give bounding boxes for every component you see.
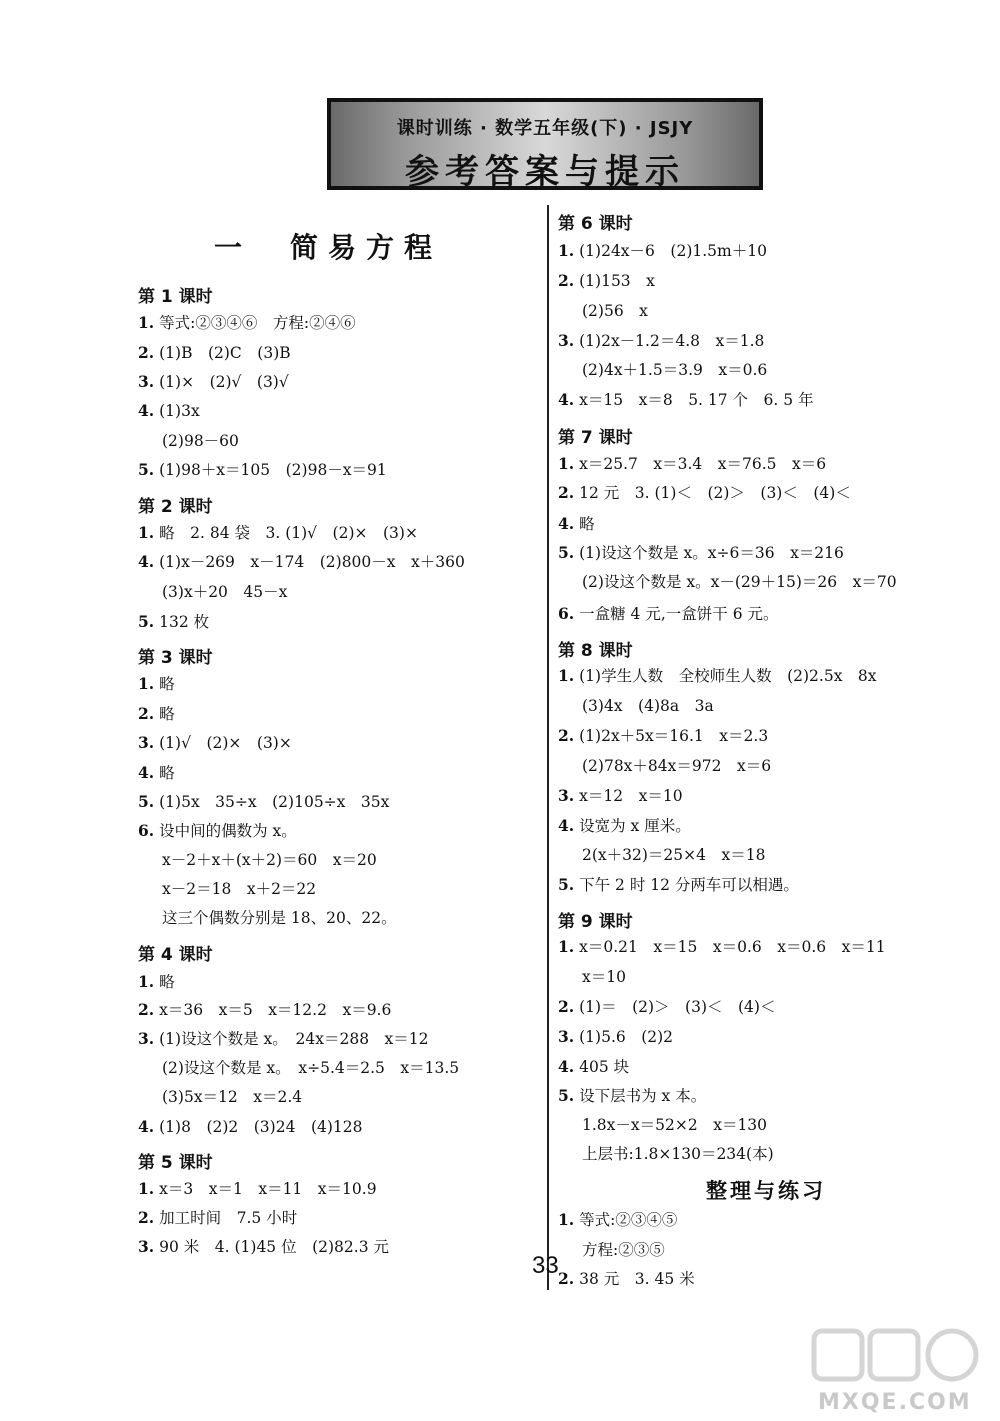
answer-text: (1)＝ (2)＞ (3)＜ (4)＜ <box>579 998 776 1016</box>
answer-text: x＝15 x＝8 5. 17 个 6. 5 年 <box>579 391 814 409</box>
answer-line <box>138 1208 297 1228</box>
answer-line <box>582 360 767 380</box>
answer-line <box>162 1058 459 1078</box>
answer-line <box>558 483 851 503</box>
answer-line <box>138 792 389 812</box>
watermark-text: MXQE.COM <box>818 1390 972 1415</box>
answer-line <box>138 523 418 543</box>
answer-text: 设下层书为 x 本。 <box>579 1087 707 1105</box>
chapter-title: 一 简易方程 <box>214 231 443 264</box>
item-number: 1. <box>558 454 575 473</box>
item-number: 4. <box>138 552 155 571</box>
item-number: 2. <box>558 1269 575 1288</box>
item-number: 4. <box>558 514 575 533</box>
answer-text: 等式:②③④⑥ 方程:②④⑥ <box>159 314 356 332</box>
lesson-heading: 第 7 课时 <box>558 428 633 448</box>
answer-text: 12 元 3. (1)＜ (2)＞ (3)＜ (4)＜ <box>579 484 851 502</box>
item-number: 3. <box>138 1029 155 1048</box>
item-number: 3. <box>558 786 575 805</box>
answer-text: (1)5x 35÷x (2)105÷x 35x <box>159 793 390 811</box>
answer-text: 略 <box>159 764 175 782</box>
answer-line <box>162 431 239 451</box>
item-number: 1. <box>138 972 155 991</box>
answer-line <box>558 937 886 957</box>
answer-line <box>138 733 292 753</box>
answer-line <box>162 908 397 928</box>
answer-text: (1)2x－1.2＝4.8 x＝1.8 <box>579 332 765 350</box>
answer-text: (1)√ (2)× (3)× <box>159 734 292 752</box>
answer-line <box>582 1240 665 1260</box>
item-number: 4. <box>558 1057 575 1076</box>
item-number: 6. <box>558 604 575 623</box>
answer-text: (1)98＋x＝105 (2)98－x＝91 <box>159 461 387 479</box>
answer-text: (2)98－60 <box>162 432 239 450</box>
item-number: 1. <box>138 1179 155 1198</box>
item-number: 2. <box>138 1000 155 1019</box>
answer-line <box>558 666 877 686</box>
answer-line <box>558 1210 677 1230</box>
answer-line <box>162 850 377 870</box>
item-number: 1. <box>138 523 155 542</box>
answer-text: (1)8 (2)2 (3)24 (4)128 <box>159 1118 363 1136</box>
answer-line <box>138 552 465 572</box>
answer-line <box>162 879 316 899</box>
answer-line <box>558 1057 629 1077</box>
item-number: 5. <box>138 612 155 631</box>
item-number: 1. <box>558 666 575 685</box>
answer-text: 一盒糖 4 元,一盒饼干 6 元。 <box>579 605 779 623</box>
page-number: 33 <box>532 1252 559 1279</box>
answer-line <box>138 1237 389 1257</box>
item-number: 1. <box>558 241 575 260</box>
answer-text: 设宽为 x 厘米。 <box>579 817 691 835</box>
answer-text: (1)B (2)C (3)B <box>159 344 291 362</box>
answer-line <box>138 1179 377 1199</box>
answer-text: 等式:②③④⑤ <box>579 1211 678 1229</box>
section-title: 整理与练习 <box>706 1179 826 1203</box>
item-number: 2. <box>558 271 575 290</box>
item-number: 5. <box>138 792 155 811</box>
item-number: 1. <box>558 1210 575 1229</box>
column-divider <box>547 205 549 1290</box>
answer-line <box>138 763 175 783</box>
answer-text: (3)5x＝12 x＝2.4 <box>162 1088 303 1106</box>
item-number: 2. <box>558 726 575 745</box>
item-number: 5. <box>558 543 575 562</box>
answer-text: (2)78x＋84x＝972 x＝6 <box>582 757 772 775</box>
item-number: 2. <box>138 343 155 362</box>
item-number: 3. <box>138 733 155 752</box>
answer-text: x－2＋x＋(x＋2)＝60 x＝20 <box>162 851 377 869</box>
answer-text: x＝3 x＝1 x＝11 x＝10.9 <box>159 1180 377 1198</box>
answer-text: x－2＝18 x＋2＝22 <box>162 880 317 898</box>
answer-text: x＝36 x＝5 x＝12.2 x＝9.6 <box>159 1001 392 1019</box>
answer-line <box>138 704 175 724</box>
answer-text: (1)5.6 (2)2 <box>579 1028 674 1046</box>
lesson-heading: 第 9 课时 <box>558 912 633 932</box>
item-number: 1. <box>138 313 155 332</box>
item-number: 5. <box>558 875 575 894</box>
item-number: 4. <box>138 763 155 782</box>
answer-line <box>162 1087 302 1107</box>
answer-line <box>558 604 778 624</box>
answer-text: 2(x＋32)＝25×4 x＝18 <box>582 846 766 864</box>
item-number: 2. <box>558 483 575 502</box>
answer-line <box>138 460 387 480</box>
answer-line <box>138 612 209 632</box>
answer-line <box>138 1000 391 1020</box>
lesson-heading: 第 6 课时 <box>558 214 633 234</box>
item-number: 4. <box>558 816 575 835</box>
answer-line <box>582 572 897 592</box>
answer-text: (1)学生人数 全校师生人数 (2)2.5x 8x <box>579 667 877 685</box>
lesson-heading: 第 3 课时 <box>138 648 213 668</box>
answer-text: 略 <box>579 515 595 533</box>
answer-text: 1.8x－x＝52×2 x＝130 <box>582 1116 768 1134</box>
answer-text: 405 块 <box>579 1058 630 1076</box>
answer-line <box>138 674 175 694</box>
item-number: 6. <box>138 821 155 840</box>
lesson-heading: 第 5 课时 <box>138 1153 213 1173</box>
banner-title: 参考答案与提示 <box>405 152 685 192</box>
answer-text: 略 <box>159 705 175 723</box>
answer-text: 方程:②③⑤ <box>582 1241 665 1259</box>
answer-line <box>558 271 655 291</box>
answer-text: x＝12 x＝10 <box>579 787 683 805</box>
banner-subtitle: 课时训练 · 数学五年级(下) · JSJY <box>396 118 694 139</box>
answer-line <box>138 313 356 333</box>
answer-text: (1)3x <box>159 402 200 420</box>
answer-text: (2)设这个数是 x。 x÷5.4＝2.5 x＝13.5 <box>162 1059 460 1077</box>
answer-line <box>582 756 771 776</box>
item-number: 5. <box>138 460 155 479</box>
item-number: 2. <box>138 1208 155 1227</box>
answer-text: (1)153 x <box>579 272 655 290</box>
answer-text: 132 枚 <box>159 613 210 631</box>
answer-line <box>582 1115 767 1135</box>
answer-text: (2)4x＋1.5＝3.9 x＝0.6 <box>582 361 768 379</box>
item-number: 4. <box>138 401 155 420</box>
item-number: 5. <box>558 1086 575 1105</box>
answer-text: x＝25.7 x＝3.4 x＝76.5 x＝6 <box>579 455 827 473</box>
answer-line <box>558 1269 695 1289</box>
answer-line <box>558 875 799 895</box>
answer-text: 略 <box>159 675 175 693</box>
answer-text: (2)56 x <box>582 302 648 320</box>
lesson-heading: 第 1 课时 <box>138 287 213 307</box>
answer-line <box>138 401 200 421</box>
item-number: 4. <box>138 1117 155 1136</box>
answer-line <box>558 997 775 1017</box>
answer-line <box>558 726 768 746</box>
answer-line <box>582 301 648 321</box>
answer-line <box>162 582 287 602</box>
answer-line <box>558 454 826 474</box>
answer-text: (3)x＋20 45－x <box>162 583 288 601</box>
lesson-heading: 第 4 课时 <box>138 945 213 965</box>
answer-line <box>558 1027 673 1047</box>
answer-text: (1)设这个数是 x。 24x＝288 x＝12 <box>159 1030 429 1048</box>
item-number: 1. <box>558 937 575 956</box>
answer-line <box>558 241 767 261</box>
item-number: 3. <box>558 331 575 350</box>
answer-line <box>138 343 291 363</box>
answer-line <box>558 390 814 410</box>
answer-line <box>138 1117 362 1137</box>
answer-line <box>582 1144 774 1164</box>
answer-text: (1)设这个数是 x。x÷6＝36 x＝216 <box>579 544 844 562</box>
answer-text: (1)x－269 x－174 (2)800－x x＋360 <box>159 553 465 571</box>
answer-text: (3)4x (4)8a 3a <box>582 697 714 715</box>
answer-text: 上层书:1.8×130＝234(本) <box>582 1145 774 1163</box>
answer-text: 加工时间 7.5 小时 <box>159 1209 298 1227</box>
answer-text: 下午 2 时 12 分两车可以相遇。 <box>579 876 799 894</box>
answer-text: (1)× (2)√ (3)√ <box>159 373 289 391</box>
answer-text: x＝10 <box>582 968 626 986</box>
answer-line <box>558 816 691 836</box>
title-banner <box>327 98 763 190</box>
answer-line <box>558 543 844 563</box>
answer-line <box>582 845 765 865</box>
lesson-heading: 第 8 课时 <box>558 641 633 661</box>
answer-line <box>138 1029 429 1049</box>
item-number: 3. <box>138 1237 155 1256</box>
answer-text: (1)24x－6 (2)1.5m＋10 <box>579 242 767 260</box>
answer-line <box>558 786 683 806</box>
answer-text: 略 2. 84 袋 3. (1)√ (2)× (3)× <box>159 524 418 542</box>
answer-line <box>558 514 595 534</box>
answer-text: 设中间的偶数为 x。 <box>159 822 297 840</box>
answer-line <box>138 972 175 992</box>
answer-line <box>558 1086 706 1106</box>
answer-line <box>138 372 289 392</box>
item-number: 2. <box>138 704 155 723</box>
answer-text: 90 米 4. (1)45 位 (2)82.3 元 <box>159 1238 389 1256</box>
answer-line <box>582 696 714 716</box>
answer-text: x＝0.21 x＝15 x＝0.6 x＝0.6 x＝11 <box>579 938 886 956</box>
item-number: 3. <box>138 372 155 391</box>
answer-text: 这三个偶数分别是 18、20、22。 <box>162 909 397 927</box>
answer-line <box>582 967 626 987</box>
answer-line <box>138 821 297 841</box>
item-number: 2. <box>558 997 575 1016</box>
item-number: 4. <box>558 390 575 409</box>
answer-text: 38 元 3. 45 米 <box>579 1270 695 1288</box>
lesson-heading: 第 2 课时 <box>138 497 213 517</box>
answer-text: 略 <box>159 973 175 991</box>
item-number: 1. <box>138 674 155 693</box>
item-number: 3. <box>558 1027 575 1046</box>
answer-text: (2)设这个数是 x。x－(29＋15)＝26 x＝70 <box>582 573 897 591</box>
answer-text: (1)2x＋5x＝16.1 x＝2.3 <box>579 727 769 745</box>
answer-line <box>558 331 764 351</box>
